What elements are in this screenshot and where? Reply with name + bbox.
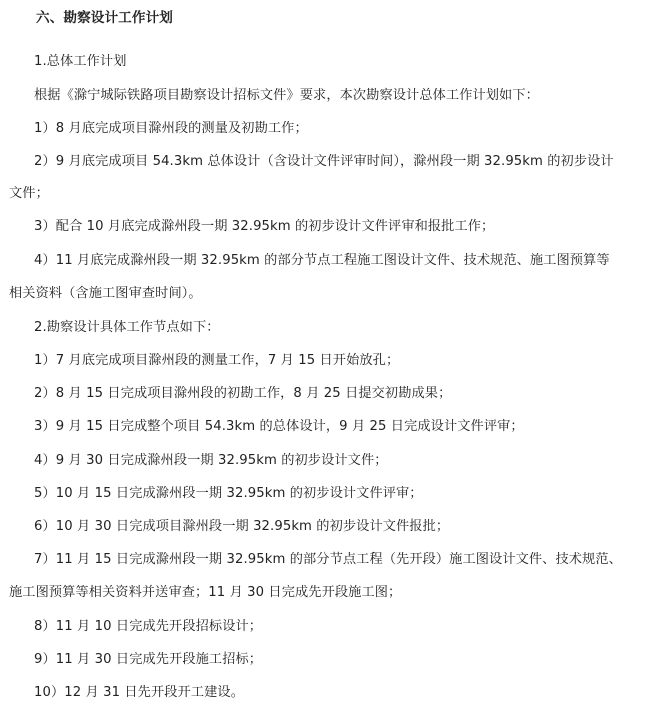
overall-plan-item-4: 4）11 月底完成滁州段一期 32.95km 的部分节点工程施工图设计文件、技术规范、施工图预算等: [34, 253, 610, 268]
work-node-item-2: 2）8 月 15 日完成项目滁州段的初勘工作，8 月 25 日提交初勘成果；: [34, 386, 452, 401]
section-heading: 六、勘察设计工作计划: [36, 10, 173, 26]
overall-plan-item-3: 3）配合 10 月底完成滁州段一期 32.95km 的初步设计文件评审和报批工作；: [34, 219, 495, 234]
work-node-item-3: 3）9 月 15 日完成整个项目 54.3km 的总体设计，9 月 25 日完成设计文件评审；: [34, 419, 524, 434]
subsection-title-overall-plan: 1.总体工作计划: [34, 54, 127, 69]
work-node-item-7: 7）11 月 15 日完成滁州段一期 32.95km 的部分节点工程（先开段）施工图设计文件、技术规范、: [34, 552, 622, 567]
work-node-item-5: 5）10 月 15 日完成滁州段一期 32.95km 的初步设计文件评审；: [34, 486, 423, 501]
work-node-item-7-continued: 施工图预算等相关资料并送审查；11 月 30 日完成先开段施工图；: [9, 585, 402, 600]
subsection-title-work-nodes: 2.勘察设计具体工作节点如下：: [34, 320, 220, 335]
overall-plan-item-4-continued: 相关资料（含施工图审查时间）。: [9, 286, 202, 301]
work-node-item-9: 9）11 月 30 日完成先开段施工招标；: [34, 652, 263, 667]
work-node-item-6: 6）10 月 30 日完成项目滁州段一期 32.95km 的初步设计文件报批；: [34, 519, 450, 534]
work-node-item-10: 10）12 月 31 日先开段开工建设。: [34, 685, 244, 700]
work-node-item-1: 1）7 月底完成项目滁州段的测量工作，7 月 15 日开始放孔；: [34, 353, 400, 368]
work-node-item-4: 4）9 月 30 日完成滁州段一期 32.95km 的初步设计文件；: [34, 453, 388, 468]
work-node-item-8: 8）11 月 10 日完成先开段招标设计；: [34, 619, 263, 634]
overall-plan-item-2-continued: 文件；: [9, 186, 49, 201]
overall-plan-item-2: 2）9 月底完成项目 54.3km 总体设计（含设计文件评审时间），滁州段一期 32.95km 的初步设计: [34, 154, 614, 169]
overall-plan-intro: 根据《滁宁城际铁路项目勘察设计招标文件》要求，本次勘察设计总体工作计划如下：: [34, 88, 539, 103]
overall-plan-item-1: 1）8 月底完成项目滁州段的测量及初勘工作；: [34, 121, 308, 136]
